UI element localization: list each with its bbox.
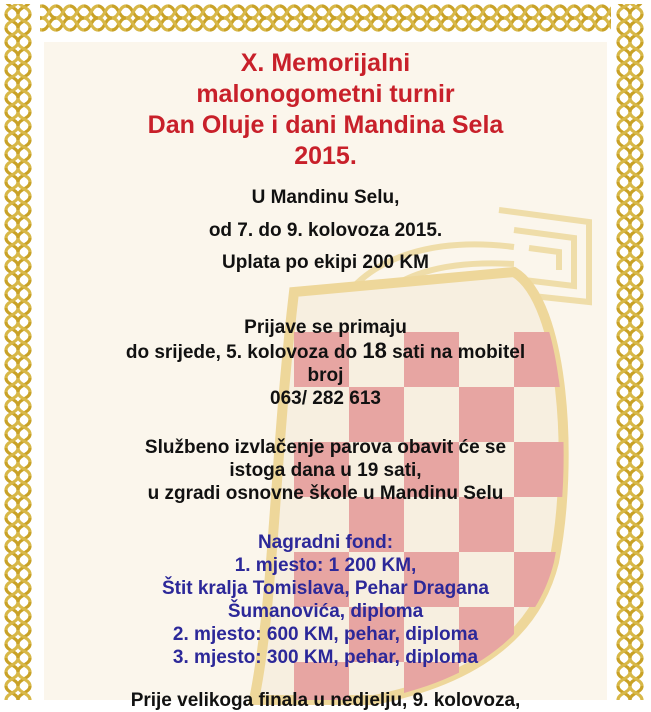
registration-line-2 xyxy=(44,339,607,364)
registration-line-2-start: do srijede, 5. kolovoza do xyxy=(125,342,363,363)
location-text: U Mandinu Selu, xyxy=(251,187,400,208)
registration-block xyxy=(44,316,607,410)
prize-line-1: 1. mjesto: 1 200 KM, xyxy=(234,555,417,576)
title-block xyxy=(44,42,607,172)
dates-text: od 7. do 9. kolovoza 2015. xyxy=(208,220,443,241)
prize-line-2: Štit kralja Tomislava, Pehar Dragana xyxy=(161,578,489,599)
draw-line-2: istoga dana u 19 sati, xyxy=(229,460,422,481)
title-line-3: Dan Oluje i dani Mandina Sela xyxy=(147,111,504,139)
draw-line-3: u zgradi osnovne škole u Mandinu Selu xyxy=(147,483,504,504)
prize-line-4: 2. mjesto: 600 KM, pehar, diploma xyxy=(172,624,479,645)
fee-text: Uplata po ekipi 200 KM xyxy=(222,252,429,273)
prize-line-5: 3. mjesto: 300 KM, pehar, diploma xyxy=(172,647,479,668)
draw-line-1: Službeno izvlačenje parova obavit će se xyxy=(144,437,507,458)
registration-line-2-end: sati na mobitel xyxy=(386,342,526,363)
prize-block xyxy=(44,531,607,669)
registration-line-1: Prijave se primaju xyxy=(244,317,407,338)
prize-heading: Nagradni fond: xyxy=(257,532,394,553)
poster xyxy=(44,42,607,711)
title-line-4: 2015. xyxy=(294,142,357,170)
registration-line-3: broj xyxy=(307,365,344,386)
registration-hour: 18 xyxy=(362,338,387,363)
title-line-1: X. Memorijalni xyxy=(240,49,411,77)
poster-text xyxy=(44,42,607,712)
draw-block xyxy=(44,436,607,505)
prize-line-3: Šumanovića, diploma xyxy=(227,601,424,622)
footer-line-partial: Prije velikoga finala u nedjelju, 9. kolovoza, xyxy=(130,690,521,711)
title-line-2: malonogometni turnir xyxy=(196,80,455,108)
phone-number: 063/ 282 613 xyxy=(270,388,381,409)
